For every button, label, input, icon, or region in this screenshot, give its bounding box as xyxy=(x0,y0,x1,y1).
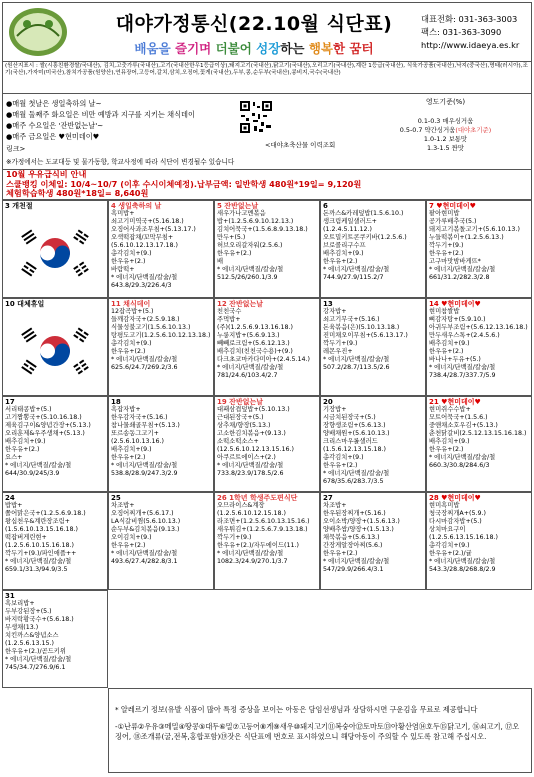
menu-item: 한우유+(2.) xyxy=(5,446,40,454)
menu-item: 744.9/27.9/115.2/7 xyxy=(323,274,384,282)
salinity-line: 1.0-1.2 보통맛 xyxy=(423,135,468,143)
menu-item: 781/24.6/103.4/2.7 xyxy=(217,372,278,380)
nutrition-label: * 에너지/단백질/칼슘/철 xyxy=(429,454,496,462)
menu-item: 한우유+(2.) xyxy=(111,454,146,462)
day-date: 20 xyxy=(323,398,333,406)
menu-item: 아쿠르트에이스+(2.) xyxy=(217,454,276,462)
menu-item: 새우튀김+(1.2.5.6.7.9.13.18.) xyxy=(217,526,308,534)
menu-item: 라조면+(1.2.5.6.10.13.15.16.) xyxy=(217,518,310,526)
menu-item: 한우유+(2.)/자두에이드(11.) xyxy=(217,542,299,550)
menu-item: 누룽지밥+(5.6.9.13.) xyxy=(217,332,280,340)
menu-item: 다크초코마카다미아+(2.4.5.14.) xyxy=(217,356,310,364)
day-cell xyxy=(214,492,320,590)
day-date: 5 잔반없는날 xyxy=(217,202,259,210)
menu-item: 모트어묵국+(1.5.6.) xyxy=(429,414,488,422)
day-cell xyxy=(214,298,320,396)
menu-item: 청국장찌개A+(5.9.) xyxy=(429,510,486,518)
menu-item: 547/29.9/266.4/3.1 xyxy=(323,566,384,574)
menu-item: 떡잡버게린현+(1.2.5.6.10.15.16.18.) xyxy=(5,534,75,550)
menu-item: 아귀두부조림+(5.6.12.13.16.18.) xyxy=(429,324,528,332)
menu-item: 661/31.2/282.3/2.8 xyxy=(429,274,490,282)
menu-item: 치킨까스&양념소스(1.2.5.6.13.15.) xyxy=(5,632,59,648)
menu-item: 한우유+(2.) xyxy=(429,250,464,258)
nutrition-label: * 에너지/단백질/칼슘/철 xyxy=(429,266,496,274)
day-cell xyxy=(2,200,108,298)
menu-item: 538.8/28.9/247.3/2.9 xyxy=(111,470,178,478)
day-date: 26 1학년 학생주도편식단 xyxy=(217,494,298,502)
nutrition-label: * 에너지/단백질/칼슘/철 xyxy=(217,364,284,372)
notice-line: ●매주 금요일은 ♥현미데이♥ xyxy=(6,132,100,141)
menu-item: 643.8/29.3/226.4/3 xyxy=(111,282,172,290)
menu-item: 서리태콩밥+(5.) xyxy=(5,406,52,414)
slogan-part: 하는 xyxy=(280,41,309,56)
menu-item: 오색떡잡채/꼬막무침+(5.6.10.12.13.17.18.) xyxy=(111,234,178,250)
nutrition-label: * 에너지/단백질/칼슘/철 xyxy=(111,274,178,282)
nutrition-label: * 에너지/단백질/칼슘/철 xyxy=(323,266,390,274)
day-cell xyxy=(320,396,426,492)
korean-flag-icon xyxy=(15,321,95,381)
website-link[interactable]: http://www.idaeya.es.kr xyxy=(421,40,520,50)
menu-item: 660.3/30.8/284.6/3 xyxy=(429,462,490,470)
day-date: 11 채식데이 xyxy=(111,300,151,308)
nutrition-label: * 에너지/단백질/칼슘/철 xyxy=(111,550,178,558)
slogan-part: 성장 xyxy=(256,41,281,56)
menu-calendar xyxy=(2,200,532,773)
menu-item: 한우유+(2.)/귤 xyxy=(429,550,472,558)
day-cell xyxy=(2,396,108,492)
menu-item: 뼈감자탕+(5.9.10.) xyxy=(429,316,486,324)
menu-item: 고구마맛밤바게뜨* xyxy=(429,258,481,266)
day-cell xyxy=(426,200,532,298)
menu-item: 1082.3/24.9/270.1/3.7 xyxy=(217,558,288,566)
menu-item: 기장밥+ xyxy=(323,406,347,414)
slogan xyxy=(91,39,417,57)
menu-item: 한우된장찌개+(5.16.) xyxy=(323,510,386,518)
day-date: 3 개천절 xyxy=(5,202,33,210)
menu-item: 진미채오이무침+(5.6.13.17.) xyxy=(323,332,408,340)
menu-item: 한우유+(2.) xyxy=(429,446,464,454)
footnote-allergen-codes: -①난류②우유③메밀④땅콩⑤대두⑥밀⑦고등어⑧게⑨새우⑩돼지고기⑪복숭아⑫토마토⑬아황산염⑭호두⑮닭고기, ⑯쇠고기, ⑰오징어, ⑱조개류(굴,전복,홍합포함)⑲잣은 식단표에 번호로 표시하였으니 해당아동이 주의할 수 있도록 참고해 주십시오. xyxy=(115,721,520,741)
notice-line: ●매월 첫날은 생일축하의 날~ xyxy=(6,99,102,108)
menu-item: 흑미밥+ xyxy=(111,210,135,218)
menu-item: 배 xyxy=(217,258,224,266)
menu-item: 총각김치+(9.) xyxy=(111,250,152,258)
slogan-part: 더불어 xyxy=(215,41,257,56)
korean-flag-icon xyxy=(15,223,95,283)
menu-item: 양배추쌈/양장+(1.5.13.) xyxy=(323,526,394,534)
menu-item: 두부강된장+(5.) xyxy=(5,608,52,616)
day-date: 27 xyxy=(323,494,333,502)
menu-item: 왕십천우&계란장조림+(1.5.6.10.13.15.16.18.) xyxy=(5,518,79,534)
menu-item: 채묵볶음+(5.6.13.) xyxy=(323,534,380,542)
menu-item: 678/35.6/283.7/3.5 xyxy=(323,478,384,486)
menu-item: 다시마감자밥+(5.) xyxy=(429,518,482,526)
day-date: 4 생일축하의 날 xyxy=(111,202,162,210)
menu-item: 한우유+(2.) xyxy=(111,542,146,550)
qr-code-icon[interactable] xyxy=(239,100,273,134)
menu-item: 공가루배추국(5.) xyxy=(429,218,477,226)
menu-item: 쇠고기미역국+(5.16.18.) xyxy=(111,218,184,226)
menu-item: 깍두기+(9.)/파인애플++ xyxy=(5,550,77,558)
menu-item: 543.3/28.8/268.8/2.9 xyxy=(429,566,496,574)
fax: 팩스: 031-363-3090 xyxy=(421,27,502,37)
menu-item: 밥+(1.2.5.6.9.10.12.13.) xyxy=(217,218,294,226)
menu-item: 무생채(13.) xyxy=(5,624,39,632)
day-date: 18 xyxy=(111,398,121,406)
menu-item: 차조밥+ xyxy=(111,502,135,510)
nutrition-label: * 에너지/단백질/칼슘/철 xyxy=(217,266,284,274)
day-cell xyxy=(320,298,426,396)
salinity-highlight: (대야초기준) xyxy=(455,126,492,134)
change-notice: ※가정에서는 도교대등 및 물가동향, 학교사정에 따라 식단이 변경될수 있습니다 xyxy=(6,158,235,166)
nutrition-label: * 에너지/단백질/칼슘/철 xyxy=(323,470,390,478)
menu-item: 고소한김치볶음+(9.13.) xyxy=(217,430,286,438)
slogan-part: 행복 xyxy=(308,41,333,56)
menu-item: 현미쥐수수밥+ xyxy=(429,406,471,414)
menu-item: 돈육볶음(은)(5.10.13.18.) xyxy=(323,324,400,332)
menu-item: 오이소박/양장+(1.5.6.13.) xyxy=(323,518,400,526)
day-cell xyxy=(108,200,214,298)
menu-item: 상추채/향장(5.13.) xyxy=(217,422,271,430)
menu-item: 누들떡볶이+(1.2.5.6.13.) xyxy=(429,234,504,242)
qr-label: <대야초축산물 이력조회 xyxy=(265,141,336,149)
menu-item: 배추김치+(9.) xyxy=(111,446,152,454)
day-cell xyxy=(108,396,214,492)
menu-item: 배추김치+(9.) xyxy=(5,438,46,446)
menu-item: 춘천닭갈비(2.5.12.13.15.16.18.) xyxy=(429,430,527,438)
nutrition-label: * 에너지/단백질/칼슘/철 xyxy=(217,462,284,470)
milk-fee-notice xyxy=(2,170,532,200)
menu-item: 김치어묵국+(1.5.6.8.9.13.18.) xyxy=(217,226,308,234)
day-cell xyxy=(214,200,320,298)
menu-item: 한우유+(2.) xyxy=(111,258,146,266)
menu-item: 생크림케일샐러드+(1.2.4.5.11.12.) xyxy=(323,218,377,234)
nutrition-label: * 에너지/단백질/칼슘/철 xyxy=(111,356,178,364)
contact-info xyxy=(421,13,531,52)
day-cell xyxy=(2,492,108,590)
day-date: 13 xyxy=(323,300,333,308)
allergy-footnote xyxy=(108,688,532,773)
menu-item: 중앤채소호우김+(5.13.) xyxy=(429,422,498,430)
menu-item: 돈까스&카레덮밥(1.5.6.10.) xyxy=(323,210,404,218)
day-cell xyxy=(108,298,214,396)
menu-item: 659.1/31.3/94.9/3.5 xyxy=(5,566,68,574)
menu-item: 한우유+(2.)/곧드키위 xyxy=(5,648,66,656)
salinity-line: 1.3-1.5 짠맛 xyxy=(426,144,464,152)
nutrition-label: * 에너지/단백질/칼슘/철 xyxy=(217,550,284,558)
origin-label-text: (원산지표시 : 쌀(시흥친환경쌀/국내산), 김치,고춧가루(국내산),고기(국내산한우1등급이상),돼지고기(국내산),닭고기(국내산),오리고기(국내산),계란 1등급(국내산), 식육가공품(국내산),낙지(중국산),명태(러시아),조기(국산),가자미(미국산),참치가공품(원양산),연뮤장어,고등어,갈치,삼치,오징어,꽃게(국내산),두부,콩,순두부(국내산),콩비지,국수(국내산) xyxy=(2,62,532,94)
day-date: 19 잔반없는날 xyxy=(217,398,263,406)
tel: 대표전화: 031-363-3003 xyxy=(421,14,518,24)
school-logo xyxy=(7,6,69,58)
slogan-part: 즐기며 xyxy=(175,41,216,56)
menu-item: 배추김치(친친국수용)+(9.) xyxy=(217,348,293,356)
menu-item: 625.6/24.7/269.2/3.6 xyxy=(111,364,178,372)
menu-item: 오이김치+(9.) xyxy=(111,534,152,542)
salinity-line: 0.5-0.7 약간싱거움(대야초기준) xyxy=(399,126,492,134)
menu-item: 흑잡자밥+ xyxy=(111,406,141,414)
menu-item: 순두부&김치볶음(9.13.) xyxy=(111,526,180,534)
menu-item: 바지락황국수+(5.6.18.) xyxy=(5,616,74,624)
menu-item: 현미참쌀밥 xyxy=(429,308,460,316)
menu-item: 시금치된장국+(5.) xyxy=(323,414,376,422)
menu-item: 식물성불고기(1.5.6.10.13.) xyxy=(111,324,191,332)
menu-item: 오트밀키트콘쿠키바(1.2.5.6.) xyxy=(323,234,407,242)
menu-item: 새우가나고멘볶음 xyxy=(217,210,266,218)
menu-item: 요스+ xyxy=(5,454,23,462)
menu-item: 한우유+(2.) xyxy=(111,348,146,356)
menu-item: 흑보리밥+ xyxy=(5,600,35,608)
menu-item: 들깨감자국+(2.5.9.18.) xyxy=(111,316,180,324)
fee-title: 10월 우유급식비 안내 xyxy=(6,169,87,179)
day-date: 7 ♥현미데이♥ xyxy=(429,202,476,210)
menu-item: 브로콜리구수프 xyxy=(323,242,366,250)
salinity-line: 0.1-0.3 매우싱거움 xyxy=(417,117,474,125)
menu-item: 오리훈제&우주생채+(5.13.) xyxy=(5,430,85,438)
nutrition-label: * 에너지/단백질/칼슘/철 xyxy=(5,462,72,470)
nutrition-label: * 에너지/단백질/칼슘/철 xyxy=(111,462,178,470)
menu-item: 한우유+(2.) xyxy=(323,462,358,470)
day-date: 17 xyxy=(5,398,15,406)
menu-item: 밥밥+ xyxy=(5,502,23,510)
menu-item: 근대된장국+(5.) xyxy=(217,414,264,422)
menu-item: 깍두기+(9.) xyxy=(217,534,252,542)
day-date: 25 xyxy=(111,494,121,502)
menu-item: 또르송동그고기+(2.5.6.10.13.16.) xyxy=(111,430,164,446)
menu-item: 강자밥+ xyxy=(323,308,347,316)
menu-item: 팥아현미밥 xyxy=(429,210,460,218)
nutrition-label: * 에너지/단백질/칼슘/철 xyxy=(323,356,390,364)
menu-item: 507.2/28.7/113.5/2.6 xyxy=(323,364,390,372)
menu-item: LA식갈비찜(5.6.10.13.) xyxy=(111,518,181,526)
menu-item: 배추김치+(9.) xyxy=(323,250,364,258)
menu-item: 허브오리갈자워(2.5.6.) xyxy=(217,242,283,250)
menu-item: 양배채원+(5.6.10.13.) xyxy=(323,430,390,438)
menu-item: 주먹밥+ xyxy=(217,316,241,324)
menu-item: 512.5/26/260.1/3.9 xyxy=(217,274,278,282)
menu-item: 한우유+(2.) xyxy=(217,250,252,258)
day-cell xyxy=(426,298,532,396)
menu-item: 오므라이스&계장(1.2.5.6.10.12.15.18.) xyxy=(217,502,287,518)
day-date: 24 xyxy=(5,494,15,502)
menu-item: 크리스마우롤샐러드(1.5.6.12.13.15.18.) xyxy=(323,438,386,454)
info-panel xyxy=(2,94,532,170)
menu-item: 쫄어맑은국+(1.2.5.6.9.18.) xyxy=(5,510,86,518)
slogan-part: 배움을 xyxy=(134,41,175,56)
menu-item: 배추김치+(9.) xyxy=(429,438,470,446)
day-date: 6 xyxy=(323,202,328,210)
menu-item: 빼빼로크림+(5.6.12.13.) xyxy=(217,340,290,348)
day-cell xyxy=(214,396,320,492)
notice-line: ●매월 둘째주 화요일은 비만 예방과 지구를 지키는 채식데이 xyxy=(6,110,195,119)
menu-item: 오징어찌개+(5.6.17.) xyxy=(111,510,174,518)
salinity-title: 영도기준(%) xyxy=(425,98,466,106)
menu-item: 배추김치+(9.) xyxy=(429,340,470,348)
day-cell xyxy=(320,492,426,590)
nutrition-label: * 에너지/단백질/칼슘/철 xyxy=(429,364,496,372)
menu-item: 친친국수 xyxy=(217,308,242,316)
page-title: 대야가정통신(22.10월 식단표) xyxy=(115,13,393,35)
menu-item: 바람떡+ xyxy=(111,266,135,274)
link-label: 링크> xyxy=(6,145,26,153)
day-date: 28 ♥현미데이♥ xyxy=(429,494,481,502)
nutrition-label: * 에너지/단백질/칼슘/철 xyxy=(5,558,72,566)
menu-item: 돼지고기볶돌고기+(5.6.10.13.) xyxy=(429,226,520,234)
day-cell xyxy=(2,298,108,396)
menu-item: 644/30.9/245/3.9 xyxy=(5,470,60,478)
menu-item: 한우유+(2.) xyxy=(323,550,358,558)
menu-item: 바나나+두유+(5.) xyxy=(429,356,481,364)
nutrition-label: * 에너지/단백질/칼슘/철 xyxy=(429,558,496,566)
nutrition-label: * 에너지/단백질/칼슘/철 xyxy=(323,558,390,566)
menu-item: 745/34.7/276.9/6.1 xyxy=(5,664,66,672)
menu-item: 한우유+(2.) xyxy=(323,258,358,266)
menu-item: 고기짬뽕국+(5.10.16.18.) xyxy=(5,414,82,422)
day-cell xyxy=(108,492,214,590)
menu-item: 한우유+(2.) xyxy=(429,348,464,356)
menu-item: 총각김치+(9.) xyxy=(111,340,152,348)
menu-item: 12잡곡밥+(5.) xyxy=(111,308,154,316)
fee-detail: 스쿨뱅킹 이체일: 10/4~10/7 (이후 수시이체예정).납부금액: 일반학생 480원*19일= 9,120원 xyxy=(6,178,362,189)
slogan-part: 한 꿈터 xyxy=(332,41,374,56)
header xyxy=(2,2,532,62)
menu-item: 오징어사과조무침+(5.13.17.) xyxy=(111,226,196,234)
menu-item: 총각김치+(9.) xyxy=(323,454,364,462)
day-cell xyxy=(426,396,532,492)
notice-list xyxy=(6,98,231,142)
menu-item: 깍두기+(9.) xyxy=(429,242,464,250)
menu-item: 만두새우스톡+(2.4.5.6.) xyxy=(429,332,500,340)
day-date: 10 대체휴일 xyxy=(5,300,45,308)
menu-item: 참나물쇄골무침+(5.13.) xyxy=(111,422,180,430)
menu-item: 대패삼겹덮밥+(5.10.13.) xyxy=(217,406,290,414)
menu-item: 레몬우진+ xyxy=(323,348,353,356)
menu-item: 탕평도고기(1.2.5.6.10.12.13.18.) xyxy=(111,332,211,340)
menu-item: 733.8/23.9/178.5/2.6 xyxy=(217,470,284,478)
menu-item: 장향생조림+(5.6.13.) xyxy=(323,422,386,430)
menu-item: 만두+(5.) xyxy=(217,234,246,242)
day-date: 14 ♥현미데이♥ xyxy=(429,300,481,308)
menu-item: 쇠고기무국+(5.16.) xyxy=(323,316,380,324)
menu-item: 493.6/27.4/282.8/3.1 xyxy=(111,558,178,566)
menu-item: 간장게알장아찌(5.6.) xyxy=(323,542,383,550)
menu-item: 한우감자국+(5.16.) xyxy=(111,414,168,422)
menu-item: 제육김구이&양념간장+(5.13.) xyxy=(5,422,91,430)
menu-item: 차조밥+ xyxy=(323,502,347,510)
menu-item: 738.4/28.7/337.7/5.9 xyxy=(429,372,496,380)
menu-item: 깍두기+(9.) xyxy=(323,340,358,348)
menu-item: 소떡소떡소스+(12.5.6.10.12.13.15.16.) xyxy=(217,438,295,454)
menu-item: 현미흑미밥 xyxy=(429,502,460,510)
salinity-guide xyxy=(363,98,528,153)
nutrition-label: * 에너지/단백질/칼슘/철 xyxy=(5,656,72,664)
day-date: 21 ♥현미데이♥ xyxy=(429,398,481,406)
footnote-line: * 알레르기 정보(유발 식품이 많아 특정 증상을 보이는 아동은 담임선생님과 상담하시면 구운김을 무료로 제공합니다 xyxy=(115,705,478,714)
menu-item: 총각김치+(9.) xyxy=(429,542,470,550)
day-cell xyxy=(2,590,108,688)
day-cell xyxy=(320,200,426,298)
day-date: 31 xyxy=(5,592,15,600)
day-date: 12 잔반없는날 xyxy=(217,300,263,308)
menu-item: 상치마요구이(1.2.5.6.13.15.16.18.) xyxy=(429,526,499,542)
notice-line: ●매주 수요일은 '잔반없는날'~ xyxy=(6,121,104,130)
fee-detail-2: 체험학습학생 480원*18일= 8,640원 xyxy=(6,188,149,198)
menu-item: (주)(1.2.5.6.9.13.16.18.) xyxy=(217,324,293,332)
day-cell xyxy=(426,492,532,590)
